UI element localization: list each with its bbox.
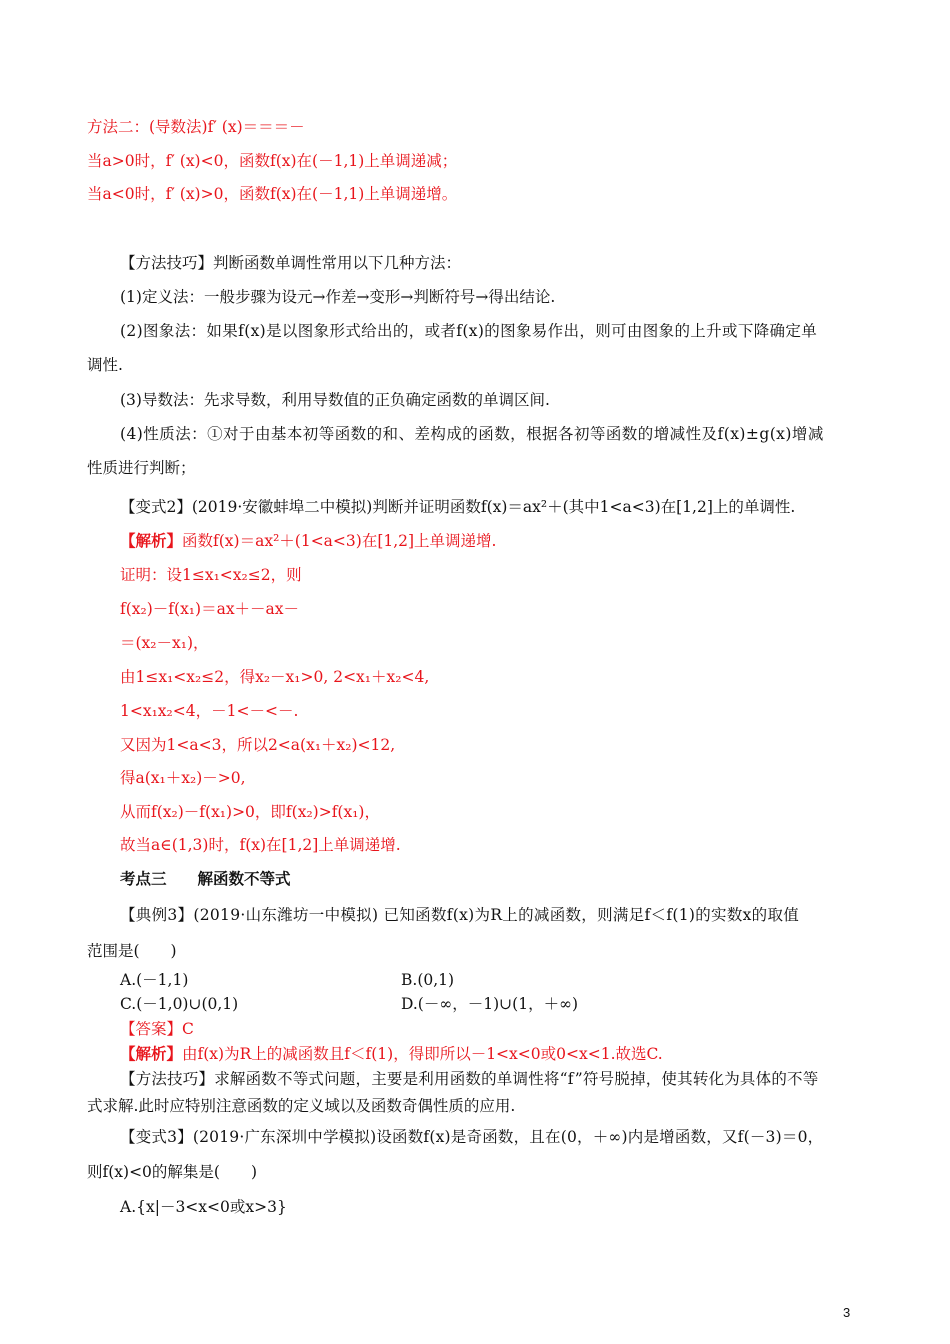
option-b: B.(0,1)	[401, 971, 455, 989]
example-3-question: 【典例3】(2019·山东潍坊一中模拟) 已知函数f(x)为R上的减函数，则满足f＜f(1)的实数x的取值	[120, 906, 800, 924]
section-heading: 考点三 解函数不等式	[120, 869, 291, 888]
solution-label: 【解析】	[120, 1044, 183, 1063]
option-d: D.(－∞，－1)∪(1，＋∞)	[401, 995, 579, 1013]
method-tips-2-cont: 式求解.此时应特别注意函数的定义域以及函数奇偶性质的应用.	[87, 1097, 516, 1115]
variant-3-question: 【变式3】(2019·广东深圳中学模拟)设函数f(x)是奇函数，且在(0，＋∞)内是增函数，又f(－3)＝0，	[120, 1128, 824, 1146]
proof-step-1: f(x₂)－f(x₁)＝ax＋－ax－	[120, 600, 300, 618]
proof-start: 证明：设1≤x₁<x₂≤2，则	[120, 566, 302, 584]
solution-text: 函数f(x)＝ax²＋(1<a<3)在[1,2]上单调递增.	[182, 532, 497, 550]
proof-step-5: 又因为1<a<3，所以2<a(x₁＋x₂)<12,	[120, 736, 396, 754]
method-two-line: 方法二：(导数法)f′ (x)＝＝＝－	[87, 118, 305, 136]
solution-label: 【解析】	[120, 531, 183, 550]
method-derivative: (3)导数法：先求导数，利用导数值的正负确定函数的单调区间.	[120, 391, 550, 409]
variant-2-question: 【变式2】(2019·安徽蚌埠二中模拟)判断并证明函数f(x)＝ax²＋(其中1<a<3)在[1,2]上的单调性.	[120, 498, 796, 516]
case-a-positive: 当a>0时，f′ (x)<0，函数f(x)在(－1,1)上单调递减；	[87, 152, 458, 170]
proof-step-2: ＝(x₂－x₁)，	[120, 634, 209, 652]
method-property-cont: 性质进行判断；	[87, 459, 196, 477]
answer-line: 【答案】C	[120, 1020, 194, 1038]
method-tips-heading: 【方法技巧】判断函数单调性常用以下几种方法：	[120, 254, 462, 272]
option-c: C.(－1,0)∪(0,1)	[120, 995, 239, 1013]
example-3-solution	[120, 1043, 663, 1065]
option-a: A.(－1,1)	[120, 971, 189, 989]
solution-line	[120, 530, 497, 552]
proof-step-3: 由1≤x₁<x₂≤2，得x₂－x₁>0, 2<x₁＋x₂<4,	[120, 668, 430, 686]
method-graph-cont: 调性.	[87, 356, 123, 374]
example-3-question-cont: 范围是( )	[87, 942, 177, 960]
proof-step-7: 从而f(x₂)－f(x₁)>0，即f(x₂)>f(x₁)，	[120, 803, 380, 821]
variant-3-option-a: A.{x|－3<x<0或x>3}	[120, 1198, 287, 1216]
method-definition: (1)定义法：一般步骤为设元→作差→变形→判断符号→得出结论.	[120, 288, 556, 306]
case-a-negative: 当a<0时，f′ (x)>0，函数f(x)在(－1,1)上单调递增。	[87, 185, 458, 203]
proof-conclusion: 故当a∈(1,3)时，f(x)在[1,2]上单调递增.	[120, 836, 401, 854]
solution-text: 由f(x)为R上的减函数且f＜f(1)，得即所以－1<x<0或0<x<1.故选C.	[182, 1045, 663, 1063]
variant-3-question-cont: 则f(x)<0的解集是( )	[87, 1163, 258, 1181]
proof-step-6: 得a(x₁＋x₂)－>0,	[120, 769, 246, 787]
method-tips-2: 【方法技巧】求解函数不等式问题，主要是利用函数的单调性将“f”符号脱掉，使其转化为具体的不等	[120, 1070, 819, 1088]
method-property: (4)性质法：①对于由基本初等函数的和、差构成的函数，根据各初等函数的增减性及f(x)±g(x)增减	[120, 425, 824, 443]
page-number: 3	[843, 1305, 851, 1320]
proof-step-4: 1<x₁x₂<4，－1<－<－.	[120, 702, 299, 720]
method-graph: (2)图象法：如果f(x)是以图象形式给出的，或者f(x)的图象易作出，则可由图象的上升或下降确定单	[120, 322, 818, 340]
